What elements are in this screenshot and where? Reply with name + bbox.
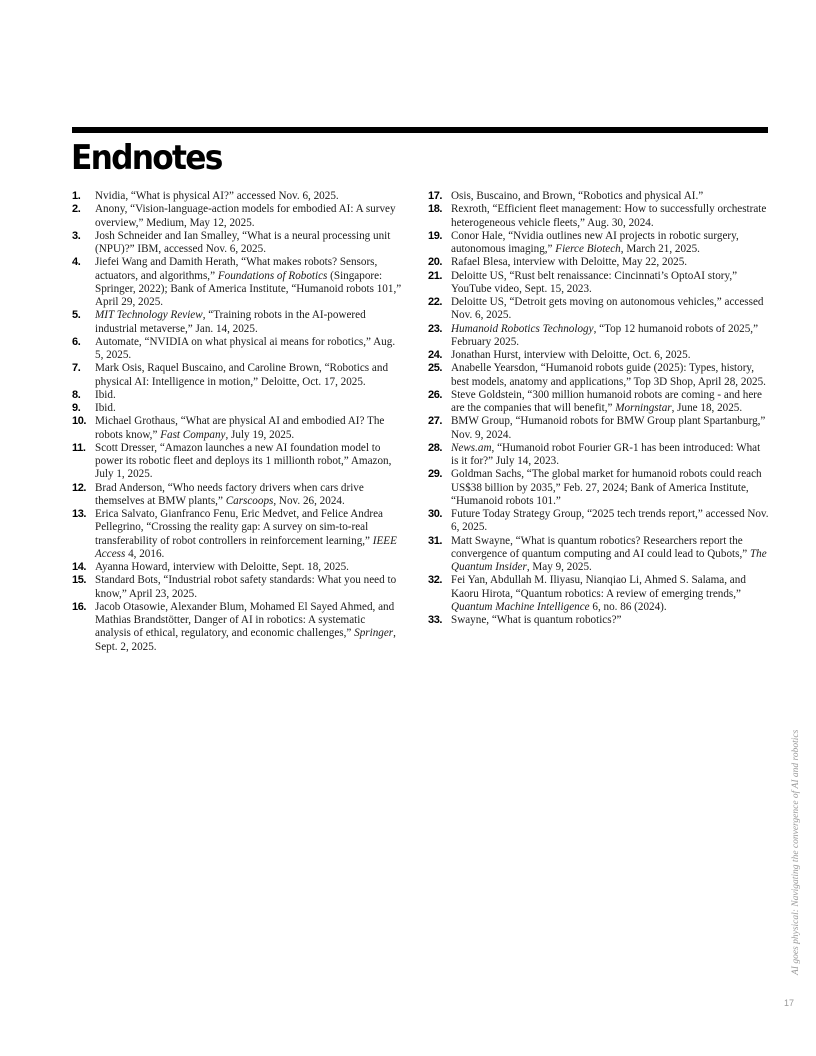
- endnote-item: [428, 349, 770, 362]
- endnote-text: [451, 362, 770, 389]
- endnote-text-segment: Mark Osis, Raquel Buscaino, and Caroline Brown, “Robotics and physical AI: Intelligence in motion,” Deloitte, Oct. 17, 2025.: [95, 362, 389, 388]
- endnote-item: [72, 336, 402, 363]
- endnote-text-segment: 4, 2016.: [125, 547, 165, 560]
- endnote-text-segment: Rexroth, “Efficient fleet management: How to successfully orchestrate heterogeneous vehicle fleets,” Aug. 30, 2024.: [451, 203, 767, 229]
- endnote-text: [451, 415, 770, 442]
- endnotes-column-left: [72, 190, 402, 654]
- endnote-number: 4.: [72, 256, 81, 269]
- page-title: Endnotes: [71, 138, 222, 178]
- endnote-item: [428, 614, 770, 627]
- endnote-item: [72, 309, 402, 336]
- endnote-text-segment: , “Humanoid robot Fourier GR-1 has been introduced: What is it for?” July 14, 2023.: [451, 441, 761, 467]
- endnote-text-segment: Ibid.: [95, 402, 116, 414]
- endnote-number: 10.: [72, 415, 87, 428]
- endnote-item: [72, 561, 402, 574]
- endnote-italic-title: Morningstar: [615, 402, 672, 414]
- endnote-text-segment: Ibid.: [95, 388, 116, 401]
- endnote-text-segment: Anabelle Yearsdon, “Humanoid robots guide (2025): Types, history, best models, anatomy and applications,” Top 3D Shop, April 28, 2025.: [451, 362, 766, 388]
- endnote-text: [95, 309, 402, 336]
- endnote-item: [428, 270, 770, 297]
- endnote-text-segment: Jonathan Hurst, interview with Deloitte, Oct. 6, 2025.: [451, 349, 691, 361]
- endnote-item: [428, 508, 770, 535]
- endnote-number: 24.: [428, 349, 443, 361]
- endnote-item: [72, 256, 402, 309]
- endnote-italic-title: Springer: [354, 627, 394, 640]
- endnote-item: [72, 230, 402, 257]
- endnote-number: 15.: [72, 574, 87, 587]
- endnote-text-segment: Nvidia, “What is physical AI?” accessed Nov. 6, 2025.: [95, 190, 339, 202]
- endnote-item: [72, 415, 402, 442]
- endnote-number: 14.: [72, 561, 87, 573]
- endnote-italic-title: Fierce Biotech: [555, 243, 621, 255]
- endnote-number: 20.: [428, 256, 443, 269]
- endnote-text: [451, 508, 770, 535]
- endnote-item: [428, 296, 770, 323]
- endnote-item: [428, 362, 770, 389]
- endnote-text-segment: Swayne, “What is quantum robotics?”: [451, 614, 622, 626]
- endnote-text-segment: Future Today Strategy Group, “2025 tech trends report,” accessed Nov. 6, 2025.: [451, 508, 769, 534]
- endnote-item: [428, 323, 770, 350]
- endnote-number: 22.: [428, 296, 443, 308]
- endnote-italic-title: Quantum Machine Intelligence: [451, 600, 590, 613]
- endnote-text-segment: , “Training robots in the AI-powered industrial metaverse,” Jan. 14, 2025.: [95, 309, 366, 335]
- endnote-number: 17.: [428, 190, 443, 202]
- endnote-text: [451, 270, 770, 297]
- endnote-number: 27.: [428, 415, 443, 428]
- endnote-item: [72, 389, 402, 402]
- endnote-item: [428, 442, 770, 469]
- endnote-text: [95, 415, 402, 442]
- endnote-number: 29.: [428, 468, 443, 481]
- endnote-text: [451, 574, 770, 614]
- endnote-text: [95, 203, 402, 230]
- endnote-text: [95, 482, 402, 509]
- endnote-text-segment: , Nov. 26, 2024.: [273, 494, 345, 507]
- endnote-number: 2.: [72, 203, 81, 216]
- endnote-item: [428, 468, 770, 508]
- endnote-text: [95, 389, 402, 402]
- endnote-item: [428, 230, 770, 257]
- page-number: 17: [784, 998, 795, 1008]
- endnote-text: [95, 574, 402, 601]
- endnote-text-segment: , May 9, 2025.: [526, 561, 592, 573]
- endnote-text-segment: , June 18, 2025.: [671, 402, 743, 414]
- endnote-italic-title: MIT Technology Review: [95, 309, 203, 322]
- endnote-number: 7.: [72, 362, 81, 375]
- endnote-text-segment: Fei Yan, Abdullah M. Iliyasu, Nianqiao Li, Ahmed S. Salama, and Kaoru Hirota, “Quantum robotics: A review of emerging trends,”: [451, 574, 746, 600]
- endnote-text: [451, 442, 770, 469]
- endnote-number: 26.: [428, 388, 443, 401]
- endnote-item: [428, 256, 770, 269]
- endnote-text-segment: Scott Dresser, “Amazon launches a new AI foundation model to power its robotic fleet and deploys its 1 millionth robot,” Amazon, July 1, 2025.: [95, 441, 392, 481]
- endnote-text: [451, 256, 770, 269]
- endnote-number: 33.: [428, 614, 443, 626]
- endnote-text: [451, 468, 770, 508]
- endnote-text-segment: Osis, Buscaino, and Brown, “Robotics and physical AI.”: [451, 190, 704, 202]
- endnote-item: [72, 362, 402, 389]
- endnote-number: 25.: [428, 362, 443, 375]
- endnote-text: [95, 336, 402, 363]
- endnote-text: [95, 190, 402, 203]
- endnote-text-segment: Brad Anderson, “Who needs factory drivers when cars drive themselves at BMW plants,”: [95, 481, 364, 507]
- endnote-text-segment: BMW Group, “Humanoid robots for BMW Group plant Spartanburg,” Nov. 9, 2024.: [451, 415, 766, 441]
- endnote-text-segment: Deloitte US, “Detroit gets moving on autonomous vehicles,” accessed Nov. 6, 2025.: [451, 296, 764, 322]
- endnote-text: [451, 230, 770, 257]
- endnote-text-segment: Matt Swayne, “What is quantum robotics? Researchers report the convergence of quantum computing and AI could lead to Qubots,”: [451, 534, 750, 560]
- endnote-text: [95, 442, 402, 482]
- endnote-item: [428, 389, 770, 416]
- endnote-text-segment: , March 21, 2025.: [620, 243, 700, 255]
- endnote-text-segment: Rafael Blesa, interview with Deloitte, May 22, 2025.: [451, 256, 688, 269]
- endnote-number: 12.: [72, 481, 87, 494]
- endnote-number: 9.: [72, 402, 81, 414]
- endnote-text: [95, 230, 402, 257]
- endnote-item: [428, 415, 770, 442]
- endnote-number: 30.: [428, 508, 443, 520]
- endnote-text: [95, 508, 402, 561]
- endnote-item: [428, 203, 770, 230]
- endnote-text-segment: Goldman Sachs, “The global market for humanoid robots could reach US$38 billion by 2035,” Feb. 27, 2024; Bank of America Institute, “Humanoid robots 101.”: [451, 468, 762, 507]
- endnote-text-segment: Josh Schneider and Ian Smalley, “What is a neural processing unit (NPU)?” IBM, accessed Nov. 6, 2025.: [95, 229, 391, 255]
- endnote-item: [72, 402, 402, 415]
- endnote-text: [451, 389, 770, 416]
- endnote-number: 21.: [428, 269, 443, 282]
- endnote-number: 16.: [72, 600, 87, 613]
- endnote-text: [95, 561, 402, 574]
- endnote-italic-title: News.am: [451, 441, 492, 454]
- endnote-text-segment: Jacob Otasowie, Alexander Blum, Mohamed El Sayed Ahmed, and Mathias Brandstötter, Danger of AI in robotics: A systematic analysis of ethical, regulatory, and economic challenges,”: [95, 600, 395, 640]
- endnote-number: 23.: [428, 322, 443, 335]
- endnote-number: 5.: [72, 309, 81, 322]
- endnote-number: 19.: [428, 229, 443, 242]
- endnote-item: [72, 442, 402, 482]
- endnote-text: [451, 614, 770, 627]
- endnote-number: 1.: [72, 190, 81, 202]
- endnote-number: 11.: [72, 441, 86, 454]
- endnote-text: [451, 323, 770, 350]
- endnote-italic-title: IEEE Access: [95, 534, 397, 560]
- endnote-item: [428, 535, 770, 575]
- endnote-item: [72, 574, 402, 601]
- endnote-italic-title: Fast Company: [160, 428, 226, 441]
- endnote-text: [451, 349, 770, 362]
- endnote-text: [95, 601, 402, 654]
- endnotes-column-right: [428, 190, 770, 627]
- endnote-item: [72, 203, 402, 230]
- endnote-number: 3.: [72, 229, 81, 242]
- endnote-text-segment: Deloitte US, “Rust belt renaissance: Cincinnati’s OptoAI story,” YouTube video, Sept. 15, 2023.: [451, 269, 738, 295]
- endnote-number: 8.: [72, 388, 81, 401]
- endnote-text-segment: Standard Bots, “Industrial robot safety standards: What you need to know,” April 23, 2025.: [95, 574, 397, 600]
- endnote-text-segment: Ayanna Howard, interview with Deloitte, Sept. 18, 2025.: [95, 561, 349, 573]
- endnote-text-segment: Conor Hale, “Nvidia outlines new AI projects in robotic surgery, autonomous imaging,”: [451, 229, 739, 255]
- endnote-text-segment: Erica Salvato, Gianfranco Fenu, Eric Medvet, and Felice Andrea Pellegrino, “Crossing the reality gap: A survey on sim-to-real transferability of robot controllers in reinforcement learning,”: [95, 508, 384, 547]
- endnote-item: [72, 508, 402, 561]
- endnote-item: [72, 601, 402, 654]
- endnote-text: [95, 362, 402, 389]
- endnote-text-segment: Michael Grothaus, “What are physical AI and embodied AI? The robots know,”: [95, 415, 385, 441]
- endnote-number: 28.: [428, 441, 443, 454]
- endnote-text: [95, 402, 402, 415]
- endnote-text-segment: (Singapore: Springer, 2022); Bank of America Institute, “Humanoid robots 101,” April 29, 2025.: [95, 269, 402, 308]
- endnote-text-segment: Jiefei Wang and Damith Herath, “What makes robots? Sensors, actuators, and algorithms,”: [95, 256, 378, 282]
- endnote-item: [428, 574, 770, 614]
- endnote-italic-title: Foundations of Robotics: [217, 269, 328, 282]
- endnote-text: [451, 190, 770, 203]
- endnote-number: 6.: [72, 335, 81, 348]
- endnote-italic-title: The Quantum Insider: [451, 547, 767, 573]
- endnote-text: [451, 203, 770, 230]
- endnote-text: [451, 296, 770, 323]
- endnote-number: 31.: [428, 534, 443, 547]
- endnote-text-segment: , Sept. 2, 2025.: [95, 627, 396, 653]
- endnote-item: [428, 190, 770, 203]
- endnote-text: [451, 535, 770, 575]
- endnote-italic-title: Humanoid Robotics Technology: [451, 322, 594, 335]
- endnote-number: 32.: [428, 574, 443, 587]
- endnote-text-segment: Steve Goldstein, “300 million humanoid robots are coming - and here are the companies that will benefit,”: [451, 388, 762, 414]
- endnote-text-segment: , “Top 12 humanoid robots of 2025,” February 2025.: [451, 322, 759, 348]
- endnote-text: [95, 256, 402, 309]
- endnote-number: 13.: [72, 508, 87, 520]
- endnote-item: [72, 482, 402, 509]
- endnote-number: 18.: [428, 203, 443, 216]
- endnote-text-segment: Anony, “Vision-language-action models for embodied AI: A survey overview,” Medium, May 12, 2025.: [95, 203, 396, 229]
- endnote-text-segment: , July 19, 2025.: [225, 428, 295, 441]
- endnote-text-segment: Automate, “NVIDIA on what physical ai means for robotics,” Aug. 5, 2025.: [95, 335, 396, 361]
- endnote-italic-title: Carscoops: [225, 494, 274, 507]
- header-rule: [72, 127, 768, 133]
- endnote-item: [72, 190, 402, 203]
- endnote-text-segment: 6, no. 86 (2024).: [589, 600, 667, 613]
- running-footer-title: AI goes physical: Navigating the convergence of AI and robotics: [791, 729, 801, 975]
